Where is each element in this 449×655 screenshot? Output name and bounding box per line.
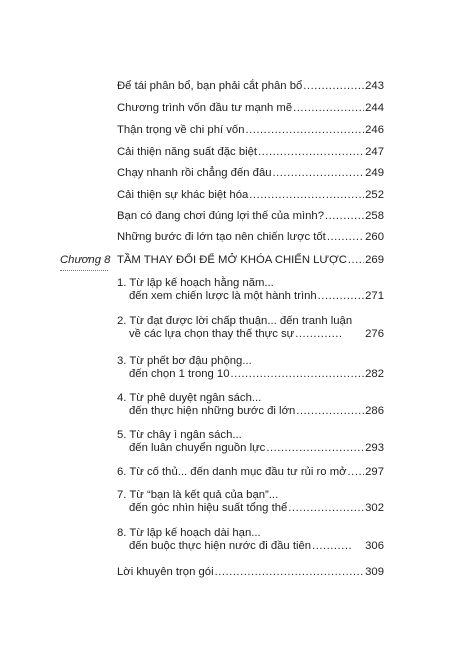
dot-leader <box>296 405 364 418</box>
toc-entry <box>117 392 384 418</box>
toc-entry-title-cont: đến luân chuyển nguồn lực <box>129 442 266 454</box>
toc-entry <box>117 466 384 479</box>
toc-entry-page: 309 <box>365 566 384 578</box>
toc-entry-page: 247 <box>365 146 384 158</box>
toc-entry-title-cont: đến buộc thực hiện nước đi đầu tiên <box>129 540 312 552</box>
toc-entry-page: 282 <box>365 368 384 380</box>
toc-entry <box>117 429 384 455</box>
dot-leader <box>327 231 364 244</box>
dot-leader <box>231 368 365 381</box>
chapter-title: TẦM THAY ĐỔI ĐỂ MỞ KHÓA CHIẾN LƯỢC <box>117 254 347 266</box>
toc-entry <box>117 189 384 202</box>
dot-leader <box>303 80 364 93</box>
toc-entry <box>117 277 384 303</box>
toc-entry-page: 252 <box>365 189 384 201</box>
toc-entry-title: Chương trình vốn đầu tư mạnh mẽ <box>117 102 293 114</box>
dot-leader <box>318 290 364 303</box>
dot-leader <box>293 102 364 115</box>
toc-entry-page: 286 <box>365 405 384 417</box>
toc-entry <box>117 167 384 180</box>
toc-entry-page: 302 <box>365 502 384 514</box>
dot-leader <box>249 189 364 202</box>
toc-entry <box>117 489 384 515</box>
toc-entry-title-cont: đến thực hiện những bước đi lớn <box>129 405 296 417</box>
toc-entry-title: 5. Từ chây ì ngân sách... <box>117 429 242 441</box>
toc-entry-title: Lời khuyên trọn gói <box>117 566 214 578</box>
toc-entry-title: Thận trọng về chi phí vốn <box>117 124 245 136</box>
toc-entry <box>117 146 384 159</box>
toc-entry-title: 8. Từ lập kế hoạch dài hạn... <box>117 527 261 539</box>
toc-entry-title: 2. Từ đạt được lời chấp thuận... đến tranh luận <box>117 315 353 327</box>
chapter-label-underline <box>60 270 108 271</box>
toc-entry-title: Cải thiện năng suất đặc biệt <box>117 146 258 158</box>
toc-entry <box>117 355 384 381</box>
toc-entry-page: 297 <box>365 466 384 478</box>
toc-entry <box>117 315 384 341</box>
chapter-page: 269 <box>365 254 384 266</box>
dot-leader <box>245 124 364 137</box>
toc-entry <box>117 102 384 115</box>
toc-entry-title: Chạy nhanh rồi chẳng đến đâu <box>117 167 272 179</box>
toc-entry <box>117 231 384 244</box>
toc-entry <box>117 80 384 93</box>
chapter-label: Chương 8 <box>60 254 111 266</box>
dot-leader <box>266 442 364 455</box>
dot-leader <box>215 566 365 579</box>
toc-entry-title: Cải thiện sự khác biệt hóa <box>117 189 249 201</box>
toc-entry-page: 293 <box>365 442 384 454</box>
toc-entry-title: Những bước đi lớn tạo nên chiến lược tốt <box>117 231 326 243</box>
chapter-heading <box>117 254 384 267</box>
dot-leader <box>258 146 364 159</box>
toc-entry-page: 306 <box>365 540 384 552</box>
toc-entry-title: 1. Từ lập kế hoạch hằng năm... <box>117 277 274 289</box>
dot-leader <box>325 210 364 223</box>
toc-entry-title: 6. Từ cố thủ... đến danh mục đầu tư rủi ro mở <box>117 466 347 478</box>
toc-entry-title: 3. Từ phết bơ đậu phộng... <box>117 355 252 367</box>
dot-leader <box>348 466 365 479</box>
toc-entry-title-cont: đến xem chiến lược là một hành trình <box>129 290 317 302</box>
toc-entry-title-cont: đến chọn 1 trong 10 <box>129 368 230 380</box>
toc-entry <box>117 527 384 553</box>
toc-entry <box>117 210 384 223</box>
dot-leader <box>348 254 364 267</box>
dot-leader <box>288 502 364 515</box>
dot-leader <box>312 540 352 553</box>
toc-entry-title-cont: về các lựa chọn thay thế thực sự <box>129 328 295 340</box>
toc-entry-page: 243 <box>365 80 384 92</box>
toc-entry-title: Bạn có đang chơi đúng lợi thế của mình? <box>117 210 324 222</box>
toc-entry-page: 258 <box>365 210 384 222</box>
toc-entry-page: 260 <box>365 231 384 243</box>
dot-leader <box>273 167 365 180</box>
toc-entry <box>117 124 384 137</box>
toc-entry-title: 4. Từ phê duyệt ngân sách... <box>117 392 262 404</box>
toc-entry-page: 246 <box>365 124 384 136</box>
toc-entry-title: Để tái phân bổ, bạn phải cắt phân bổ <box>117 80 303 92</box>
toc-entry-page: 271 <box>365 290 384 302</box>
toc-entry-page: 244 <box>365 102 384 114</box>
dot-leader <box>295 328 343 341</box>
toc-entry-page: 249 <box>365 167 384 179</box>
toc-entry-title-cont: đến góc nhìn hiệu suất tổng thể <box>129 502 288 514</box>
toc-entry-page: 276 <box>365 328 384 340</box>
toc-entry-title: 7. Từ “bạn là kết quả của bạn”... <box>117 489 279 501</box>
toc-entry <box>117 566 384 579</box>
